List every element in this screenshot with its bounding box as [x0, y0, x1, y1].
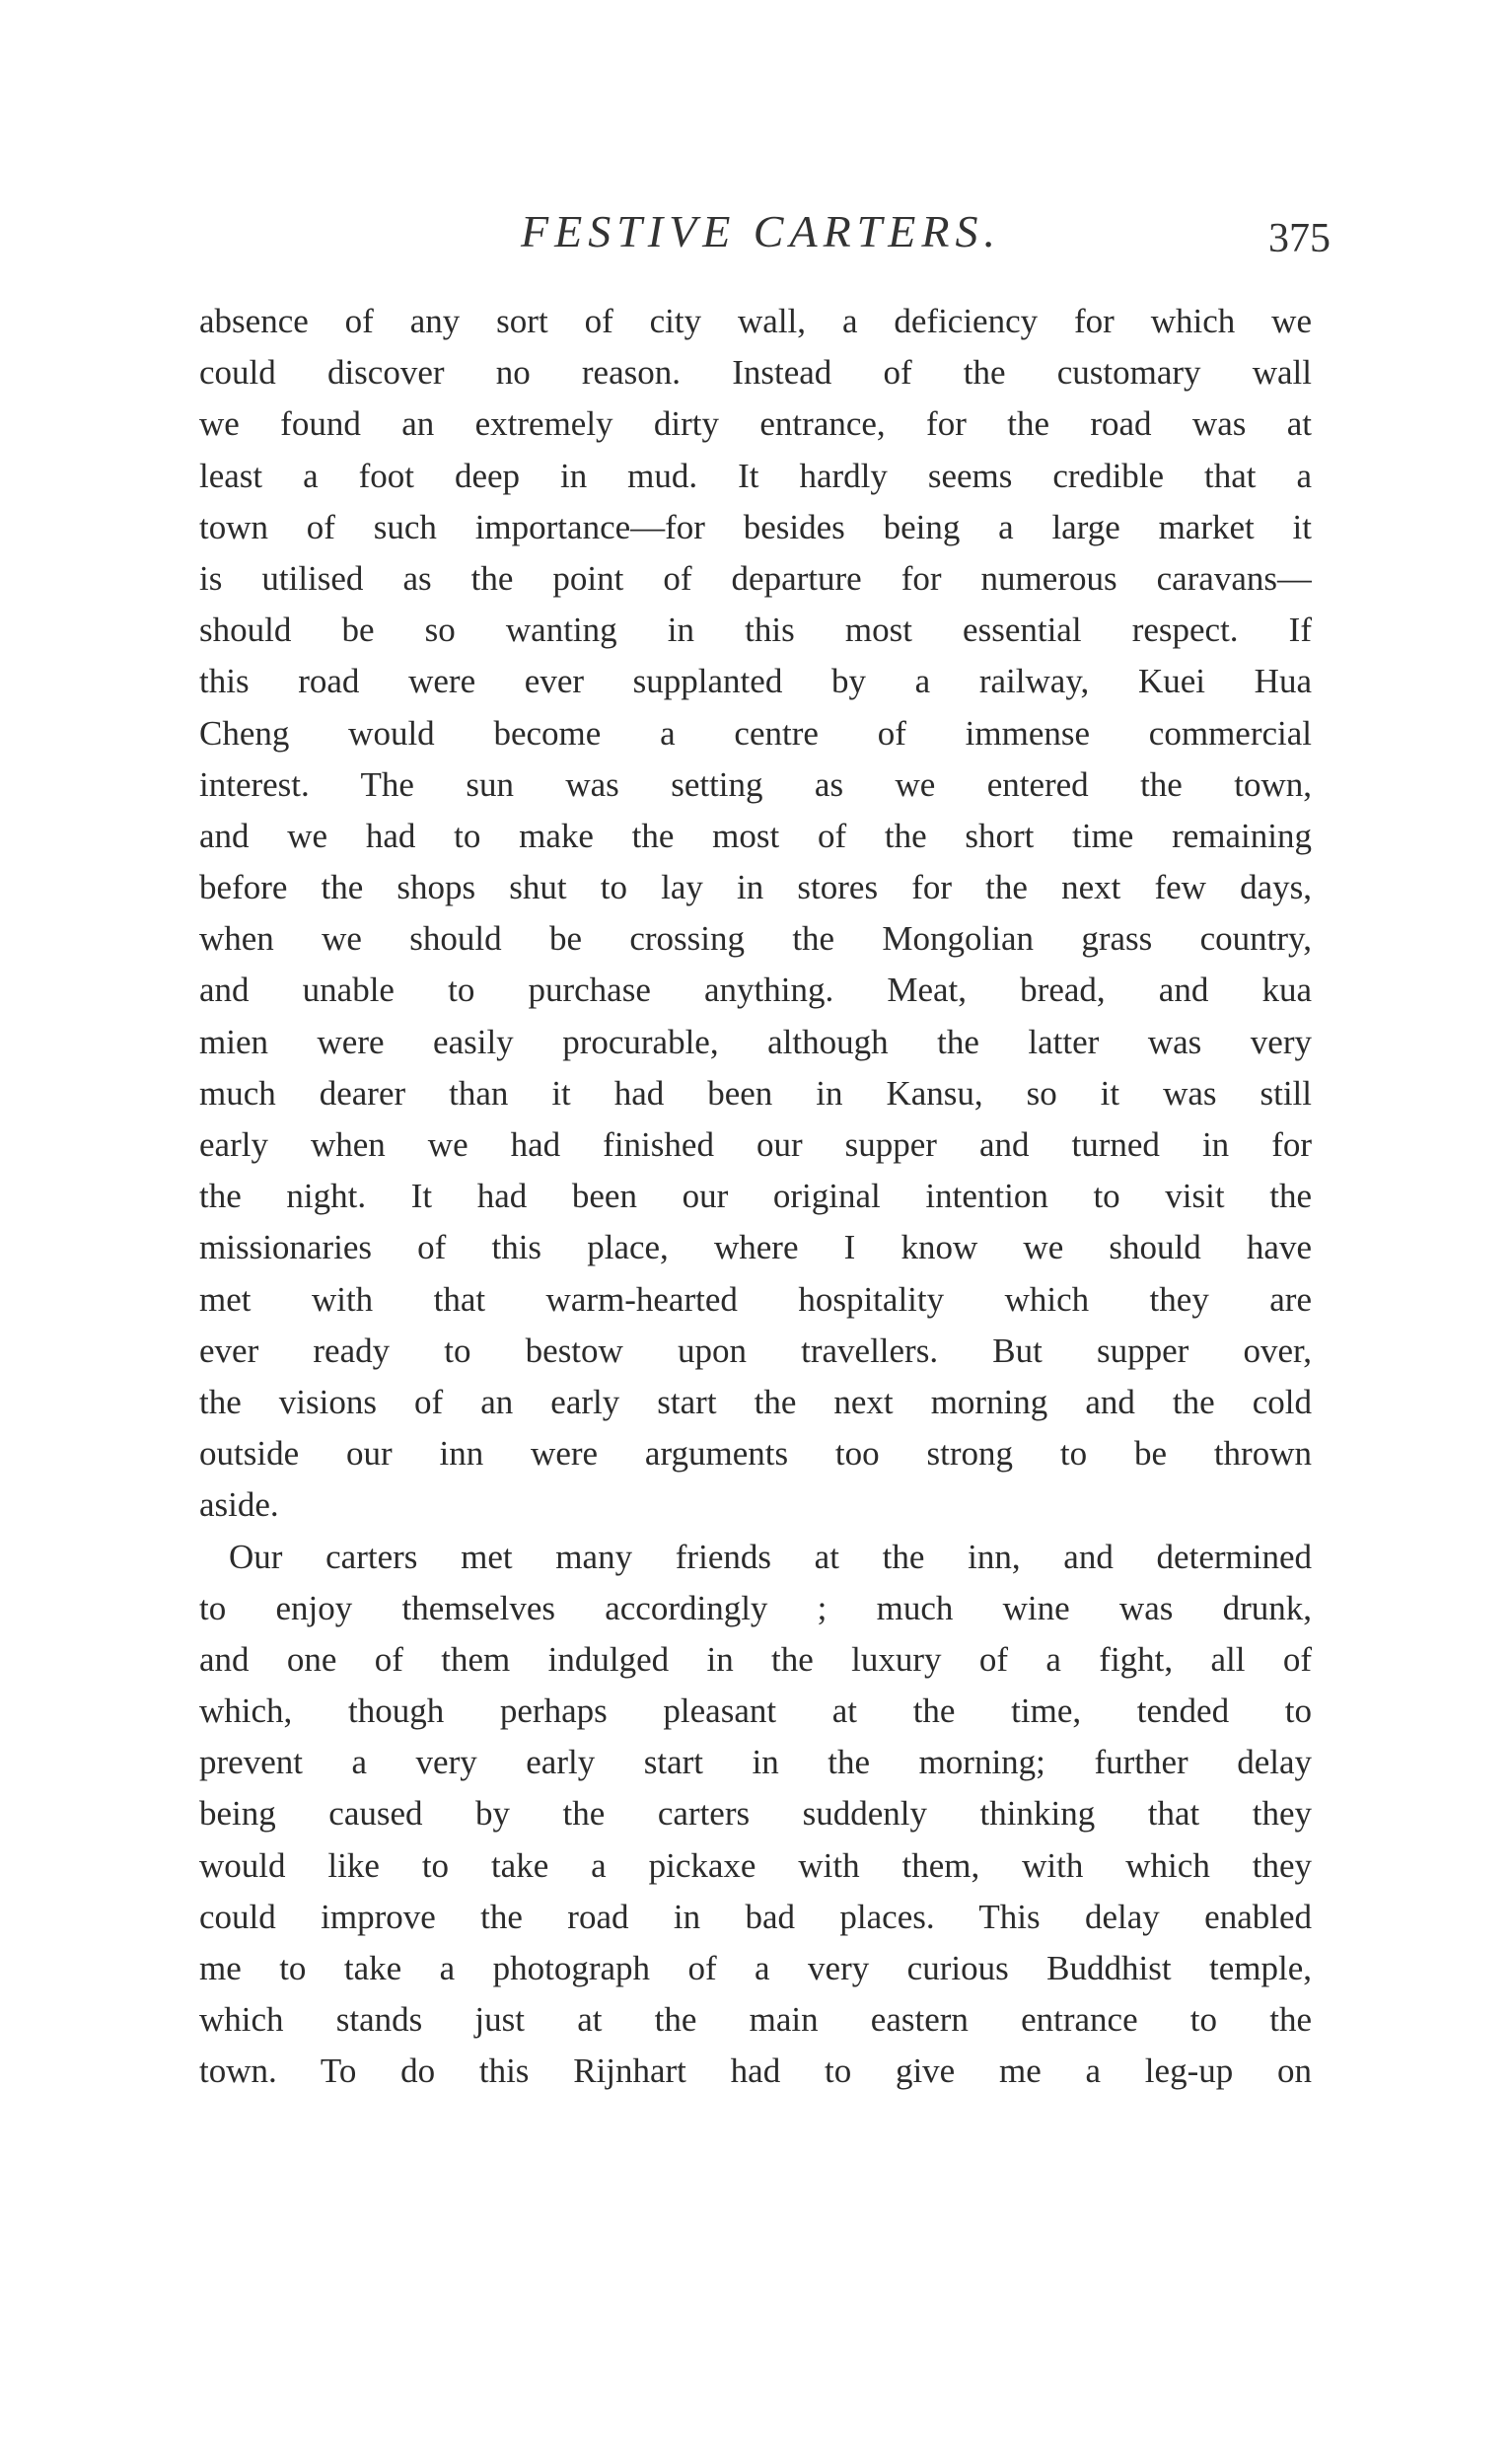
- running-title: FESTIVE CARTERS.: [521, 206, 1001, 256]
- paragraph-end-line: aside.: [199, 1485, 279, 1525]
- text-line: and we had to make the most of the short time remaining: [199, 816, 1312, 855]
- text-line: and one of them indulged in the luxury of a fight, all of: [199, 1639, 1312, 1679]
- text-line: outside our inn were arguments too strong to be thrown: [199, 1434, 1312, 1474]
- text-line: ever ready to bestow upon travellers. But supper over,: [199, 1331, 1312, 1370]
- text-line: would like to take a pickaxe with them, with which they: [199, 1845, 1312, 1885]
- text-line: missionaries of this place, where I know we should have: [199, 1228, 1312, 1267]
- text-line: town. To do this Rijnhart had to give me a leg-up on: [199, 2051, 1312, 2091]
- body-text: [199, 296, 1312, 2098]
- text-line: being caused by the carters suddenly thinking that they: [199, 1794, 1312, 1834]
- text-line: early when we had finished our supper and turned in for: [199, 1125, 1312, 1164]
- text-line: met with that warm-hearted hospitality which they are: [199, 1279, 1312, 1319]
- running-head: [0, 197, 1512, 266]
- text-line: least a foot deep in mud. It hardly seems credible that a: [199, 456, 1312, 495]
- text-line: interest. The sun was setting as we entered the town,: [199, 764, 1312, 804]
- page-number: 375: [1268, 216, 1331, 261]
- text-line: and unable to purchase anything. Meat, bread, and kua: [199, 971, 1312, 1010]
- text-line: this road were ever supplanted by a railway, Kuei Hua: [199, 662, 1312, 701]
- text-line: much dearer than it had been in Kansu, so it was still: [199, 1073, 1312, 1113]
- text-line: Cheng would become a centre of immense commercial: [199, 713, 1312, 753]
- text-line: when we should be crossing the Mongolian grass country,: [199, 919, 1312, 959]
- text-line: the visions of an early start the next morning and the cold: [199, 1382, 1312, 1421]
- text-line: which, though perhaps pleasant at the time, tended to: [199, 1691, 1312, 1731]
- paragraph-start-line: Our carters met many friends at the inn, and determined: [229, 1537, 1312, 1576]
- text-line: could discover no reason. Instead of the customary wall: [199, 353, 1312, 393]
- text-line: prevent a very early start in the morning; further delay: [199, 1743, 1312, 1782]
- text-line: me to take a photograph of a very curious Buddhist temple,: [199, 1949, 1312, 1987]
- text-line: town of such importance—for besides being a large market it: [199, 507, 1312, 546]
- text-line: could improve the road in bad places. This delay enabled: [199, 1897, 1312, 1936]
- text-line: absence of any sort of city wall, a deficiency for which we: [199, 302, 1312, 340]
- text-line: we found an extremely dirty entrance, for the road was at: [199, 404, 1312, 444]
- text-line: should be so wanting in this most essential respect. If: [199, 611, 1312, 650]
- text-line: is utilised as the point of departure for numerous caravans—: [199, 558, 1312, 598]
- text-line: before the shops shut to lay in stores for the next few days,: [199, 868, 1312, 907]
- text-line: the night. It had been our original intention to visit the: [199, 1177, 1312, 1216]
- text-line: mien were easily procurable, although the latter was very: [199, 1022, 1312, 1061]
- text-line: to enjoy themselves accordingly ; much wine was drunk,: [199, 1588, 1312, 1627]
- text-line: which stands just at the main eastern entrance to the: [199, 2000, 1312, 2040]
